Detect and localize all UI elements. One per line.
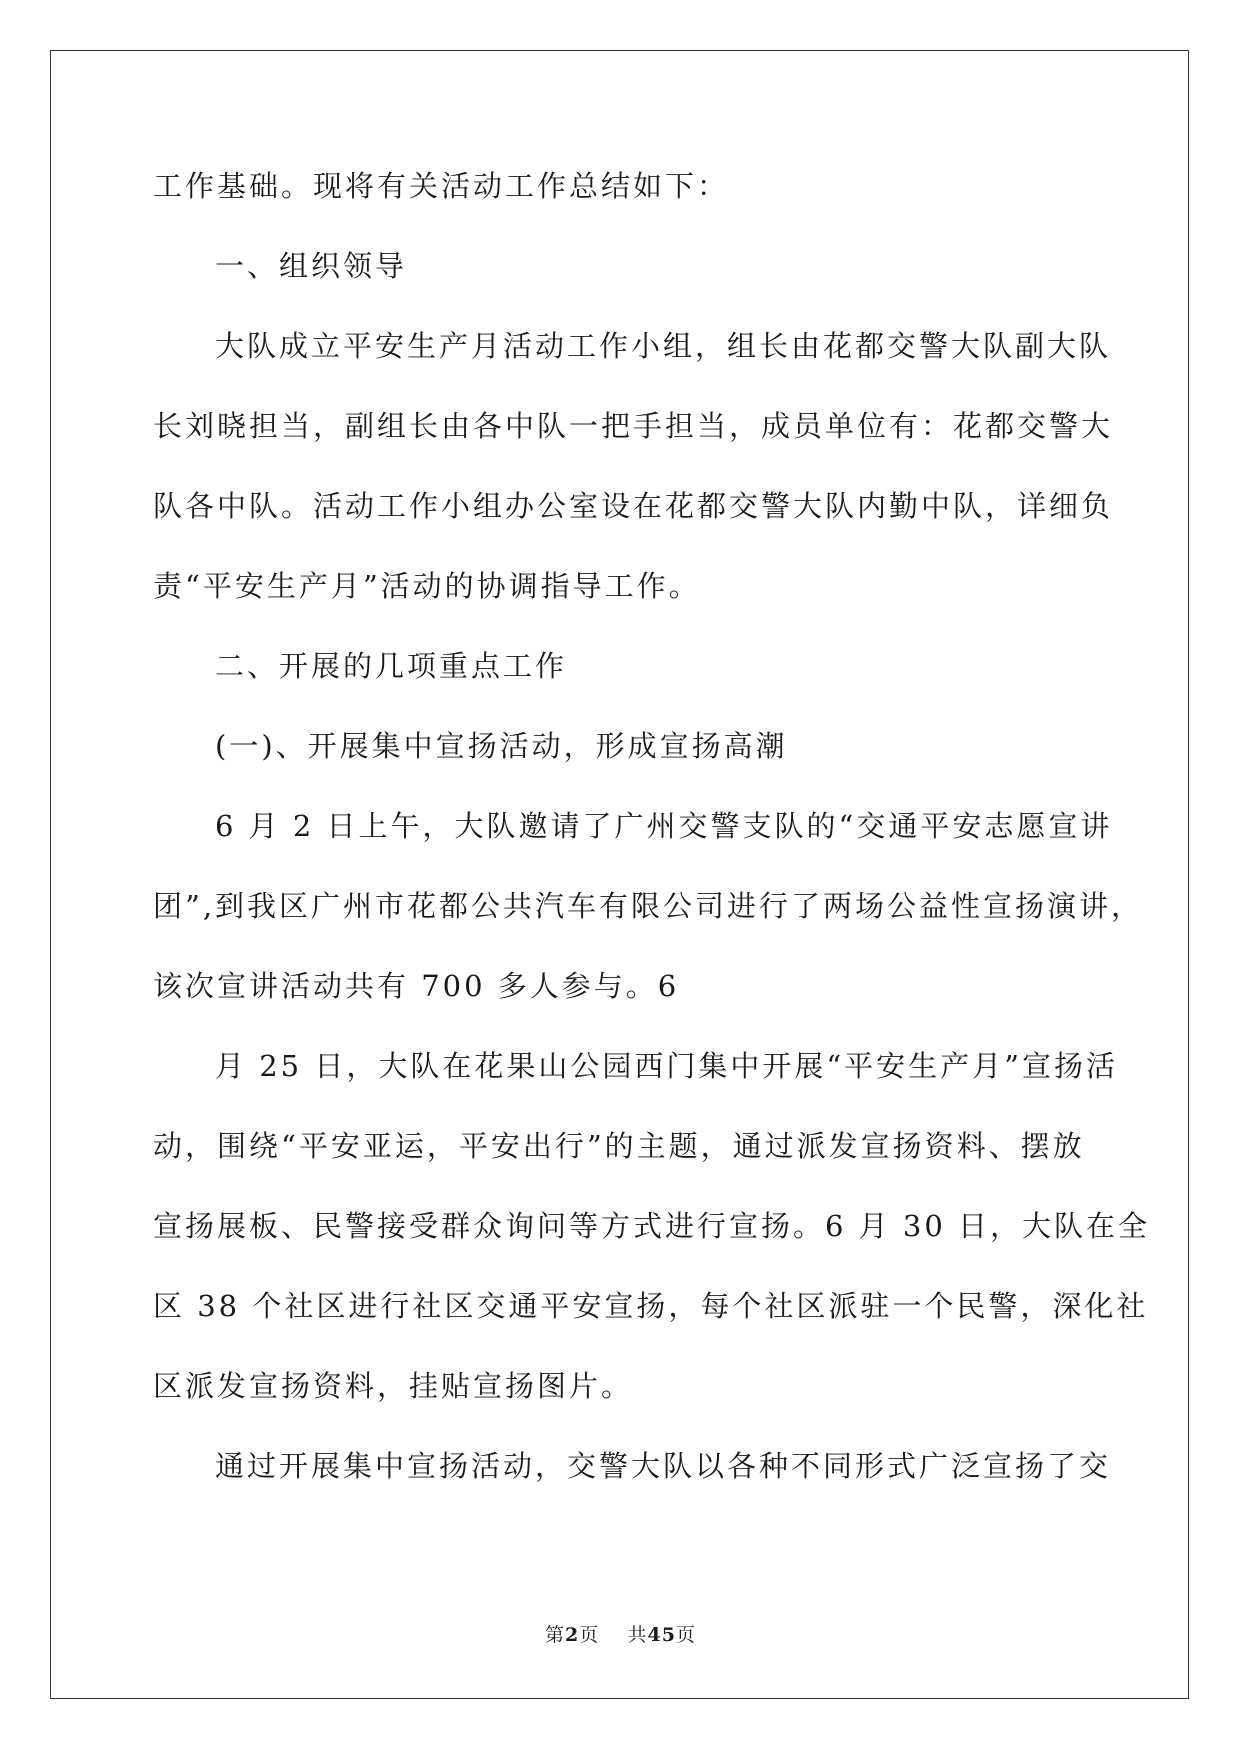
text-line: 大队成立平安生产月活动工作小组，组长由花都交警大队副大队 (215, 329, 1112, 363)
text-line: 月 25 日，大队在花果山公园西门集中开展“平安生产月”宣扬活 (215, 1049, 1118, 1083)
text-line: 6 月 2 日上午，大队邀请了广州交警支队的“交通平安志愿宣讲 (215, 809, 1113, 843)
text-line: 宣扬展板、民警接受群众询问等方式进行宣扬。6 月 30 日，大队在全 (153, 1209, 1151, 1243)
current-page-number: 2 (565, 1624, 580, 1646)
text-line: (一)、开展集中宣扬活动，形成宣扬高潮 (215, 729, 788, 763)
footer-total-prefix: 共 (627, 1624, 648, 1646)
text-line: 该次宣讲活动共有 700 多人参与。6 (153, 969, 680, 1003)
document-body (153, 166, 1151, 1526)
text-line: 工作基础。现将有关活动工作总结如下： (153, 169, 730, 203)
text-line: 队各中队。活动工作小组办公室设在花都交警大队内勤中队，详细负 (153, 489, 1114, 523)
footer-page-suffix: 页 (579, 1624, 600, 1646)
text-line: 团”,到我区广州市花都公共汽车有限公司进行了两场公益性宣扬演讲， (153, 889, 1144, 923)
text-line: 通过开展集中宣扬活动，交警大队以各种不同形式广泛宣扬了交 (215, 1449, 1112, 1483)
text-line: 责“平安生产月”活动的协调指导工作。 (153, 569, 701, 603)
text-line: 长刘晓担当，副组长由各中队一把手担当，成员单位有：花都交警大 (153, 409, 1114, 443)
footer-prefix: 第 (545, 1624, 566, 1646)
text-line: 一、组织领导 (215, 249, 408, 283)
text-line: 区 38 个社区进行社区交通平安宣扬，每个社区派驻一个民警，深化社 (153, 1289, 1149, 1323)
text-line: 区派发宣扬资料，挂贴宣扬图片。 (153, 1369, 634, 1403)
page-footer (0, 1620, 1241, 1647)
text-line: 动，围绕“平安亚运，平安出行”的主题，通过派发宣扬资料、摆放 (153, 1129, 1085, 1163)
text-line: 二、开展的几项重点工作 (215, 649, 568, 683)
total-page-number: 45 (647, 1624, 676, 1646)
footer-total-suffix: 页 (675, 1624, 696, 1646)
